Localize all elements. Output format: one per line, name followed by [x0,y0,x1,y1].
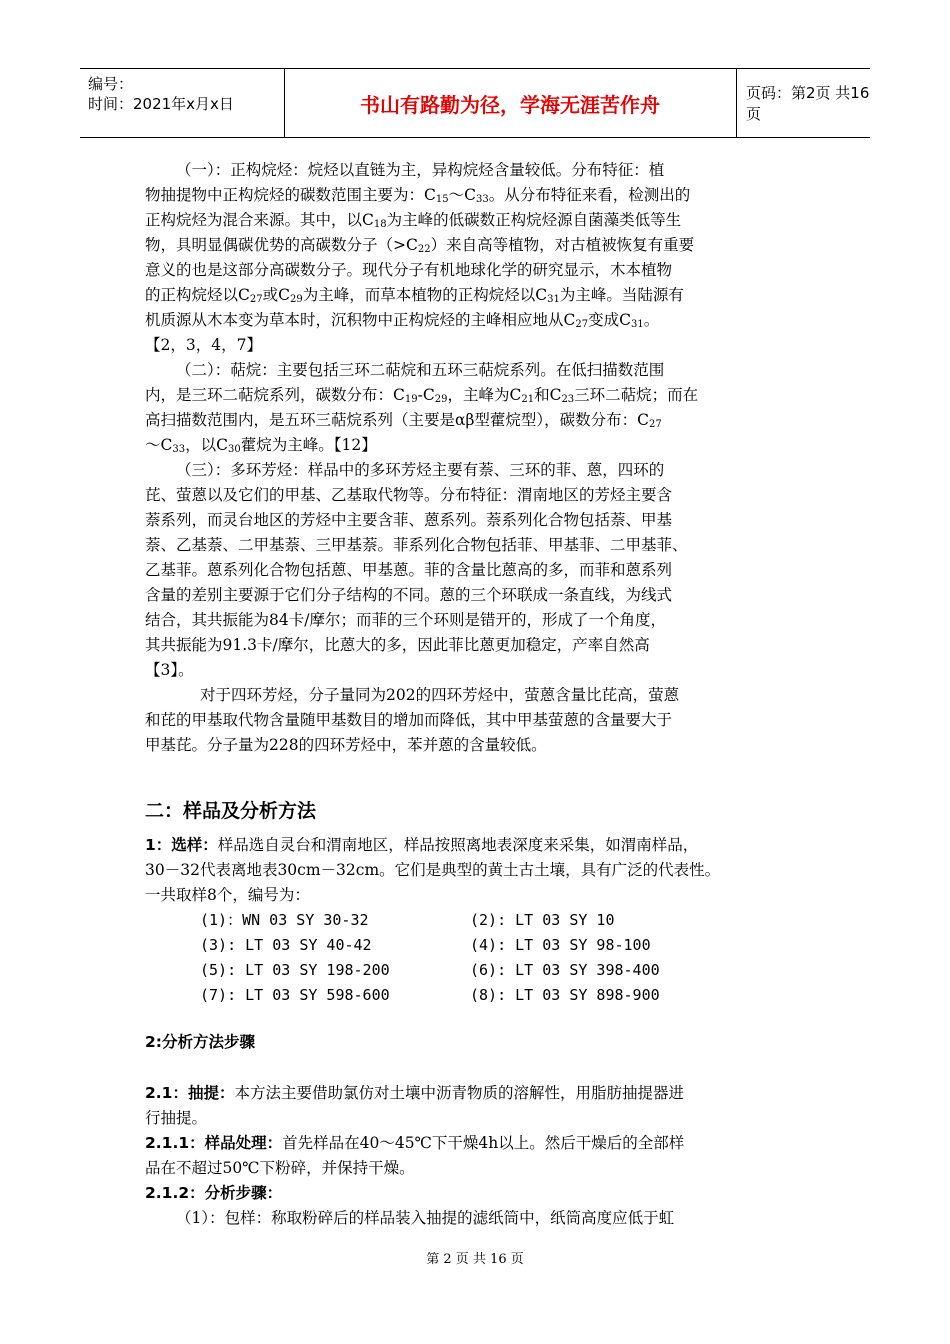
para1-line: 正构烷烃为混合来源。其中，以$C_{18}$为主峰的低碳数正构烷烃源自菌藻类低等生 [145,211,682,230]
motto: 书山有路勤为径，学海无涯苦作舟 [360,92,660,117]
subsection-heading: 2:分析方法步骤 [145,1033,255,1051]
para1-line: 意义的也是这部分高碳数分子。现代分子有机地球化学的研究显示，木本植物 [145,261,673,279]
para1-line: 机质源从木本变为草本时，沉积物中正构烷烃的主峰相应地从$C_{27}$变成$C_{31}$。 [145,311,660,330]
number-label: 编号： [88,75,134,93]
para3-line: 芘、萤蒽以及它们的甲基、乙基取代物等。分布特征：渭南地区的芳烃主要含 [145,486,673,504]
sample-item: (7): LT 03 SY 598-600 [200,986,390,1004]
s211-line [145,1133,684,1153]
para3-line: 乙基菲。蒽系列化合物包括蒽、甲基蒽。菲的含量比蒽高的多，而菲和蒽系列 [145,561,673,579]
page-info: 页码：第2页 共16页 [746,84,870,123]
page-header [80,68,870,138]
para3-line: 结合，其共振能为84卡/摩尔；而菲的三个环则是错开的，形成了一个角度， [145,611,666,629]
para2-line: $\sim C_{33}$，以$C_{30}$藿烷为主峰。【12】 [145,436,377,455]
s1-line: 30－32代表离地表30cm－32cm。它们是典型的黄土古土壤，具有广泛的代表性。 [145,861,721,879]
s212-line: （1）：包样：称取粉碎后的样品装入抽提的滤纸筒中，纸筒高度应低于虹 [176,1209,675,1227]
s211-text: 首先样品在40～45℃下干燥4h以上。然后干燥后的全部样 [282,1134,685,1152]
para1-line: 的正构烷烃以$C_{27}$或$C_{29}$为主峰，而草本植物的正构烷烃以$C_{31}$为主峰。当陆源有 [145,286,684,305]
para1-line: （一）：正构烷烃：烷烃以直链为主，异构烷烃含量较低。分布特征：植 [176,161,665,179]
sample-item: (4): LT 03 SY 98-100 [470,936,651,954]
sample-item: (8): LT 03 SY 898-900 [470,986,660,1004]
para3-line: 含量的差别主要源于它们分子结构的不同。蒽的三个环联成一条直线，为线式 [145,586,673,604]
s21-line [145,1083,684,1103]
para1-line: 【2，3，4，7】 [145,336,262,354]
para2-line: 内，是三环二萜烷系列，碳数分布：$C_{19}-C_{29}$，主峰为$C_{21}$和$C_{23}$三环二萜烷；而在 [145,386,699,405]
para4-line: 和芘的甲基取代物含量随甲基数目的增加而降低，其中甲基萤蒽的含量要大于 [145,711,673,729]
para3-line: 其共振能为91.3卡/摩尔，比蒽大的多，因此菲比蒽更加稳定，产率自然高 [145,636,650,654]
para3-line: （三）：多环芳烃：样品中的多环芳烃主要有萘、三环的菲、蒽，四环的 [176,461,665,479]
para2-line: 高扫描数范围内，是五环三萜烷系列（主要是αβ型藿烷型），碳数分布：$C_{27}$ [145,411,662,430]
sample-item: (3): LT 03 SY 40-42 [200,936,372,954]
section-heading: 二：样品及分析方法 [145,800,317,822]
date-label: 时间：2021年x月x日 [88,95,234,113]
s1-text: 样品选自灵台和渭南地区，样品按照离地表深度来采集，如渭南样品， [217,836,699,854]
para1-line: 物，具明显偶碳优势的高碳数分子$(>C_{22})$来自高等植物，对古植被恢复有重要 [145,236,695,255]
sample-item: (6): LT 03 SY 398-400 [470,961,660,979]
s211-label: 2.1.1：样品处理： [145,1134,283,1152]
s21-line: 行抽提。 [145,1109,208,1127]
sample-item: (5): LT 03 SY 198-200 [200,961,390,979]
divider [736,69,737,137]
s211-line: 品在不超过50℃下粉碎，并保持干燥。 [145,1159,415,1177]
s212-label: 2.1.2：分析步骤： [145,1184,283,1202]
sample-item: (1)：WN 03 SY 30-32 [200,911,369,929]
para4-line: 甲基芘。分子量为228的四环芳烃中，苯并蒽的含量较低。 [145,736,547,754]
para3-line: 萘系列，而灵台地区的芳烃中主要含菲、蒽系列。萘系列化合物包括萘、甲基 [145,511,673,529]
para1-line: 物抽提物中正构烷烃的碳数范围主要为：$C_{15}\sim C_{33}$。从分布特征来看，检测出的 [145,186,691,205]
header-left-cell [80,69,284,137]
sample-item: (2): LT 03 SY 10 [470,911,615,929]
s1-line [145,835,698,855]
s1-line: 一共取样8个，编号为： [145,886,310,904]
s21-text: 本方法主要借助氯仿对土壤中沥青物质的溶解性，用脂肪抽提器进 [234,1084,684,1102]
para3-line: 萘、乙基萘、二甲基萘、三甲基萘。菲系列化合物包括菲、甲基菲、二甲基菲、 [145,536,688,554]
s21-label: 2.1：抽提： [145,1084,235,1102]
para2-line: （二）：萜烷：主要包括三环二萜烷和五环三萜烷系列。在低扫描数范围 [176,361,665,379]
page-footer: 第 2 页 共 16 页 [426,1252,524,1267]
s1-label: 1：选样： [145,836,218,854]
para3-line: 【3】。 [145,661,194,679]
para4-line: 对于四环芳烃，分子量同为202的四环芳烃中，萤蒽含量比芘高，萤蒽 [200,686,680,704]
